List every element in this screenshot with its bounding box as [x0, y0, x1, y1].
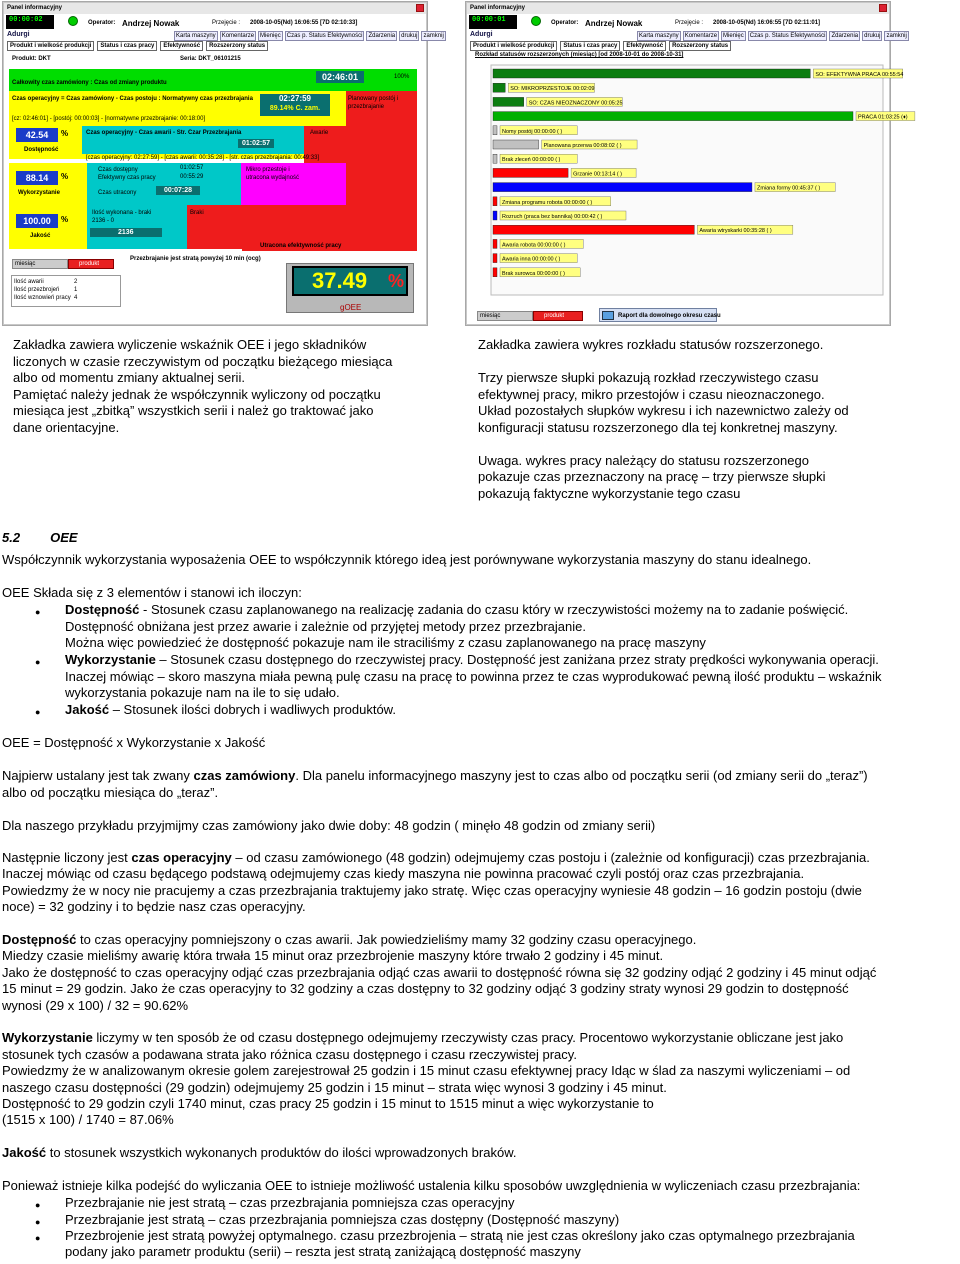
- availability-value: 42.54: [16, 128, 58, 142]
- count-row: Ilość wznowień pracy 4: [14, 295, 78, 301]
- count-row: Ilość awarii 2: [14, 279, 78, 285]
- lost-label: Czas utracony: [98, 190, 137, 196]
- bar-2: [493, 97, 524, 106]
- bar-13: [493, 254, 497, 263]
- menu-item[interactable]: Karta maszyny: [639, 33, 679, 39]
- operating-note: [cz: 02:46:01] - [postój: 00:00:03] - [normatywne przezbrajanie: 00:18:00]: [12, 116, 206, 122]
- bullet-performance-l2: Inaczej mówiąc – skoro maszyna miała pewną pulę czasu na pracę to powinna przez te czas wyprodukować pewną ilość produktu – wskaźnik: [65, 669, 882, 684]
- bar-label-13: Awaria inna 00:00:00 ( ): [502, 256, 561, 263]
- para-performance-l3: Powiedzmy że w analizowanym okresie golem zarejestrował 25 godzin i 15 minut czasu efektywnej pracy Idąc w ślad za naszymi wyliczeniami – od: [2, 1063, 851, 1078]
- caption-line: Układ pozostałych słupków wykresu i ich nazewnictwo zależy od: [478, 403, 849, 418]
- tab-product[interactable]: Produkt i wielkość produkcji: [7, 41, 94, 51]
- bar-label-11: Awaria wtryskarki 00:35:28 ( ): [699, 228, 772, 235]
- good-value: 2136: [90, 228, 162, 237]
- para-performance: Wykorzystanie liczymy w ten sposób że od czasu dostępnego odejmujemy rzeczywisty czas pracy. Procentowo wykorzystanie obliczane jest jako: [2, 1030, 844, 1045]
- bar-0: [493, 69, 810, 78]
- operator-name: Andrzej Nowak: [585, 19, 643, 28]
- para-availability-l3: Jako że dostępność to czas operacyjny odjąć czas przezbrajania odjąć czas awarii to dostępność równa się 32 godziny odjąć 2 godziny i 45 minut odjąć: [2, 965, 877, 980]
- right-menu: [637, 31, 909, 41]
- available-note: [czas operacyjny: 02:27:59] - [czas awarii: 00:35:28] - [str. czas przezbrajania: 00:49:33]: [86, 155, 320, 161]
- availability-pct: %: [61, 129, 69, 138]
- para-performance-l5: Dostępność to 29 godzin czyli 1740 minut, czas pracy 25 godzin i 15 minut to 1515 minut a więc wykorzystanie to: [2, 1096, 654, 1111]
- status-led-icon: [68, 16, 78, 26]
- caption-line: pokazują faktyczne wykorzystanie tego czasu: [478, 485, 741, 501]
- menu-item[interactable]: Komentarze: [221, 33, 255, 39]
- shift-value: 2008-10-05(Nd) 16:06:55 [7D 02:11:01]: [713, 20, 821, 26]
- elements-intro: OEE Składa się z 3 elementów i stanowi ich iloczyn:: [2, 585, 302, 600]
- counts-box: [11, 275, 121, 307]
- shift-label: Przejęcie :: [212, 20, 241, 26]
- bullet-icon: ●: [35, 1200, 41, 1210]
- right-panel-screenshot: [466, 2, 908, 325]
- good-label: Ilość wykonana - braki: [92, 210, 152, 216]
- caption-line: Zakładka zawiera wyliczenie wskaźnik OEE i jego składników: [13, 337, 367, 352]
- bar-label-5: Planowana przerwa 00:08:02 ( ): [543, 143, 622, 149]
- bar-6: [493, 154, 497, 163]
- para-availability-l4: 15 minut = 29 godzin. Jako że czas operacyjny to 32 godziny a czas dostępny to 32 godziny odjąć 3 godziny straty wynosi 29 godzin to dostępność: [2, 981, 849, 996]
- menu-item[interactable]: zamknij: [423, 33, 444, 39]
- para-changeover: Ponieważ istnieje kilka podejść do wyliczania OEE to istnieje możliwość ustalenia kilku sposobów uwzględnienia w wyliczeniach czasu przezbrajania:: [2, 1178, 861, 1193]
- right-window-title: Panel informacyjny: [467, 3, 889, 14]
- para-quality: Jakość to stosunek wszystkich wykonanych produktów do ilości wprowadzonych braków.: [2, 1145, 517, 1160]
- bar-3: [493, 112, 853, 121]
- shift-value: 2008-10-05(Nd) 16:06:55 [7D 02:10:33]: [250, 20, 358, 26]
- total-time-value: 02:46:01: [316, 71, 364, 83]
- para-example: Dla naszego przykładu przyjmijmy czas zamówiony jako dwie doby: 48 godzin ( minęło 48 godzin od zmiany serii): [2, 818, 656, 833]
- perf-value: 88.14: [16, 171, 58, 185]
- bar-label-9: Zmiana programu robota 00:00:00 ( ): [502, 199, 593, 206]
- menu-item[interactable]: Komentarze: [684, 33, 718, 39]
- changeover-option-3: Przezbrojenie jest stratą powyżej optymalnego. czasu przezbrojenia – stratą nie jest czas określony jako czas optymalnego przezbrajania: [65, 1228, 855, 1243]
- menu-item[interactable]: zamknij: [886, 33, 907, 39]
- right-caption: [478, 337, 849, 502]
- para-operating-time: Następnie liczony jest czas operacyjny – od czasu zamówionego (48 godzin) odejmujemy czas postoju i (zależnie od konfiguracji) czas przezbrajania.: [2, 850, 870, 865]
- report-label: Raport dla dowolnego okresu czasu: [618, 313, 721, 319]
- changeover-option-2: Przezbrajanie jest stratą – czas przezbrajania pomniejsza czas dostępny (Dostępność maszyny): [65, 1212, 620, 1227]
- bar-10: [493, 211, 497, 220]
- changeover-option-1: Przezbrajanie nie jest stratą – czas przezbrajania pomniejsza czas operacyjny: [65, 1195, 515, 1210]
- scrap-label: Braki: [190, 210, 204, 216]
- product-label: Produkt: DKT: [12, 56, 51, 62]
- micro-label: Mikro przestoje i utracona wydajność: [246, 167, 300, 181]
- bar-4: [493, 126, 497, 135]
- logo: Adurgi: [470, 31, 493, 38]
- caption-line: miesiąca jest „zbitką” wszystkich serii i należ go traktować jako: [13, 403, 374, 418]
- perf-pct: %: [61, 172, 69, 181]
- bar-label-12: Awaria robota 00:00:00 ( ): [502, 242, 566, 249]
- bar-9: [493, 197, 497, 206]
- bar-label-3: PRACA 01:03:25 (♦): [858, 114, 908, 121]
- para-performance-l2: stosunek tych czasów a podawana strata jako różnica czasu dostępnego i czasu rzeczywistej pracy.: [2, 1047, 577, 1062]
- oee-label: gOEE: [340, 303, 362, 312]
- tab-efficiency[interactable]: Efektywność: [160, 41, 203, 51]
- menu-item[interactable]: drukuj: [401, 33, 418, 39]
- para-availability-l5: wynosi (29 x 100) / 32 = 90.62%: [2, 998, 189, 1013]
- count-row: Ilość przezbrojeń 1: [14, 287, 78, 293]
- bar-7: [493, 168, 568, 177]
- tab-status[interactable]: Status i czas pracy: [560, 41, 620, 51]
- report-icon: [602, 311, 614, 320]
- para-operating-time-l4: noce) = 32 godziny i to będzie nasz czas operacyjny.: [2, 899, 306, 914]
- planned-stop-band: [346, 91, 417, 251]
- left-menu: [174, 31, 446, 41]
- bar-label-7: Grzanie 00:13:14 ( ): [573, 171, 623, 178]
- operator-label: Operator:: [88, 20, 116, 26]
- bar-label-4: Nomy postój 00:00:00 ( ): [502, 128, 563, 135]
- caption-line: [478, 436, 849, 453]
- perf-label: Wykorzystanie: [18, 190, 60, 196]
- series-label: Seria: DKT_06101215: [180, 56, 241, 62]
- chart-subtitle: Rozkład statusów rozszerzonych (miesiąc) [od 2008-10-01 do 2008-10-31]: [475, 52, 684, 58]
- bar-5: [493, 140, 539, 149]
- para-availability-l2: Miedzy czasie mieliśmy awarię która trwała 15 minut oraz przezbrojenie maszyny które trwało 2 godziny i 45 minut.: [2, 948, 664, 963]
- bar-label-0: SO: EFEKTYWNA PRACA 00:55:54: [815, 72, 904, 78]
- close-icon[interactable]: [879, 4, 887, 12]
- close-icon[interactable]: [416, 4, 424, 12]
- lost-value: 00:07:28: [156, 186, 200, 195]
- bullet-quality: Jakość – Stosunek ilości dobrych i wadliwych produktów.: [65, 702, 396, 717]
- bullet-icon: ●: [35, 1233, 41, 1243]
- caption-line: albo od momentu zmiany aktualnej serii.: [13, 370, 245, 385]
- oee-pct: %: [388, 271, 405, 291]
- bullet-icon: ●: [35, 707, 41, 717]
- para-availability: Dostępność to czas operacyjny pomniejszony o czas awarii. Jak powiedzieliśmy mamy 32 godziny czasu operacyjnego.: [2, 932, 697, 947]
- changeover-option-3-l2: podany jako parametr produktu (serii) – reszta jest stratą zaniżającą dostępność maszyny: [65, 1244, 581, 1259]
- caption-line: Zakładka zawiera wykres rozkładu statusów rozszerzonego.: [478, 337, 824, 352]
- left-clock: 00:00:02: [6, 15, 54, 29]
- time-avail-value: 01:02:57: [180, 165, 204, 171]
- oee-formula: OEE = Dostępność x Wykorzystanie x Jakość: [2, 735, 266, 750]
- status-led-icon: [531, 16, 541, 26]
- pct100: 100%: [394, 74, 410, 80]
- operator-name: Andrzej Nowak: [122, 19, 180, 28]
- shift-label: Przejęcie :: [675, 20, 704, 26]
- month-button[interactable]: miesiąc: [12, 259, 68, 269]
- extended-status-chart: [467, 63, 908, 307]
- tab-efficiency[interactable]: Efektywność: [623, 41, 666, 51]
- operating-label: Czas operacyjny = Czas zamówiony - Czas postoju : Normatywny czas przezbrajania: [12, 96, 253, 102]
- menu-item[interactable]: Mienięc: [260, 33, 281, 39]
- bullet-icon: ●: [35, 1217, 41, 1227]
- product-button[interactable]: produkt: [68, 259, 114, 269]
- bullet-availability: Dostępność - Stosunek czasu zaplanowanego na realizację zadania do czasu który w rzeczywistości możemy na to zadanie poświęcić.: [65, 602, 849, 617]
- tab-extended-status[interactable]: Rozszerzony status: [206, 41, 268, 51]
- bullet-icon: ●: [35, 607, 41, 617]
- menu-item[interactable]: Czas p. Status Efektywności: [286, 33, 363, 39]
- para-performance-l4: naszego czasu dostępności (29 godzin) odejmujemy 25 godzin i 15 minut – strata więc wynosi 3 godziny i 45 minut.: [2, 1080, 667, 1095]
- para-operating-time-l3: Powiedzmy że w nocy nie pracujemy a czas przezbrajania traktujemy jako stratę. Więc czas operacyjny wyniesie 48 godzin – 16 godzin postoju (dwie: [2, 883, 862, 898]
- bar-label-2: SO: CZAS NIEOZNACZONY 00:05:25: [528, 100, 623, 107]
- available-time-label: Czas operacyjny - Czas awarii - Str. Czar Przezbrajania: [86, 130, 242, 136]
- bullet-availability-l2: Dostępność obniżana jest przez awarie i zależnie od przyjętej metody przez przezbrajanie.: [65, 619, 586, 634]
- bar-8: [493, 183, 752, 192]
- para-operating-time-l2: Inaczej mówiąc od czasu będącego podstawą odejmujemy czas kiedy maszyna nie powinna pracować czyli postój oraz czas przezbrajania.: [2, 866, 805, 881]
- changeover-note: Przezbrajanie jest stratą powyżej 10 min (ocg): [130, 256, 261, 262]
- tab-extended-status[interactable]: Rozszerzony status: [669, 41, 731, 51]
- menu-item[interactable]: Mienięc: [723, 33, 744, 39]
- left-clock-sub: zlr: 4: [10, 25, 24, 31]
- menu-item[interactable]: Zdarzenia: [368, 33, 396, 39]
- caption-line: liczonych w czasie rzeczywistym od początku bieżącego miesiąca: [13, 353, 393, 369]
- tab-product[interactable]: Produkt i wielkość produkcji: [470, 41, 557, 51]
- good-expr: 2136 - 0: [92, 218, 115, 224]
- report-button[interactable]: [599, 308, 721, 322]
- bullet-performance: Wykorzystanie – Stosunek czasu dostępnego do rzeczywistej pracy. Dostępność jest zaniżana przez straty prędkości wykonywania operacji.: [65, 652, 879, 667]
- caption-line: konfiguracji statusu rozszerzonego dla tej konkretnej maszyny.: [478, 419, 838, 435]
- right-tabs: [470, 41, 731, 51]
- section-heading: 5.2 OEE: [2, 530, 78, 545]
- caption-line: Pamiętać należy jednak że współczynnik wyliczony od początku: [13, 386, 381, 402]
- time-avail-label: Czas dostępny: [98, 167, 138, 173]
- left-panel-screenshot: [3, 2, 444, 325]
- left-window-title: Panel informacyjny: [4, 3, 426, 14]
- lost-eff-label: Utracona efektywność pracy: [260, 243, 342, 249]
- bar-1: [493, 83, 505, 92]
- breakdown-label: Awarie: [310, 130, 329, 136]
- caption-line: pokazuje czas przeznaczony na pracę – trzy pierwsze słupki: [478, 469, 826, 484]
- planned-label: Planowany postój i przezbrajanie: [348, 96, 399, 110]
- menu-item[interactable]: Karta maszyny: [176, 33, 216, 39]
- operating-value-box: 02:27:59 89.14% C. zam.: [260, 94, 330, 116]
- menu-item[interactable]: drukuj: [864, 33, 881, 39]
- logo: Adurgi: [7, 31, 30, 38]
- quality-value: 100.00: [16, 214, 58, 228]
- para-performance-l6: (1515 x 100) / 1740 = 87.06%: [2, 1112, 174, 1127]
- bar-11: [493, 225, 694, 234]
- caption-line: Uwaga. wykres pracy należący do statusu rozszerzonego: [478, 452, 809, 468]
- bar-label-1: SO: MIKROPRZESTOJE 00:02:09: [510, 86, 595, 93]
- bar-label-6: Brak zleceń 00:00:00 ( ): [502, 157, 561, 164]
- quality-label: Jakość: [30, 233, 51, 239]
- right-clock-sub: zlr: 4: [473, 25, 487, 31]
- available-value: 01:02:57: [238, 139, 274, 148]
- bullet-availability-l3: Można więc powiedzieć że dostępność pokazuje nam ile straciliśmy z czasu zaplanowanego na pracę maszyny: [65, 635, 706, 650]
- left-tabs: [7, 41, 268, 51]
- bar-label-14: Brak surowca 00:00:00 ( ): [502, 270, 565, 277]
- bar-label-10: Rozruch (praca bez bannika) 00:00:42 ( ): [502, 214, 603, 220]
- left-caption: [13, 337, 392, 436]
- total-time-label: Całkowity czas zamówiony : Czas od zmiany produktu: [12, 80, 167, 86]
- oee-value: 37.49: [312, 268, 368, 293]
- bar-14: [493, 268, 497, 277]
- caption-line: Trzy pierwsze słupki pokazują rozkład rzeczywistego czasu: [478, 370, 819, 385]
- caption-line: dane orientacyjne.: [13, 419, 120, 435]
- para-ordered-time-l2: albo od początku miesiąca do „teraz”.: [2, 785, 219, 800]
- intro-paragraph: Współczynnik wykorzystania wyposażenia OEE to współczynnik którego ideą jest porównywane wykorzystania maszyny do stanu idealnego.: [2, 552, 812, 567]
- bar-label-8: Zmiana formy 00:45:37 ( ): [756, 185, 821, 192]
- bullet-performance-l3: wykorzystania pokazuje nam na ile to się udało.: [65, 685, 340, 700]
- product-button[interactable]: produkt: [533, 311, 583, 321]
- operator-label: Operator:: [551, 20, 579, 26]
- caption-line: efektywnej pracy, mikro przestojów i czasu nieoznaczonego.: [478, 386, 825, 402]
- caption-line: [478, 354, 849, 371]
- eff-value: 00:55:29: [180, 174, 204, 180]
- right-clock: 00:00:01: [469, 15, 517, 29]
- eff-label: Efektywny czas pracy: [98, 175, 156, 181]
- menu-item[interactable]: Zdarzenia: [831, 33, 859, 39]
- para-ordered-time: Najpierw ustalany jest tak zwany czas zamówiony. Dla panelu informacyjnego maszyny jest to czas albo od początku serii (od zmiany serii do „teraz”): [2, 768, 868, 783]
- tab-status[interactable]: Status i czas pracy: [97, 41, 157, 51]
- bullet-icon: ●: [35, 657, 41, 667]
- month-button[interactable]: miesiąc: [477, 311, 533, 321]
- availability-label: Dostępność: [24, 147, 59, 153]
- quality-pct: %: [61, 215, 69, 224]
- menu-item[interactable]: Czas p. Status Efektywności: [749, 33, 826, 39]
- bar-12: [493, 239, 497, 248]
